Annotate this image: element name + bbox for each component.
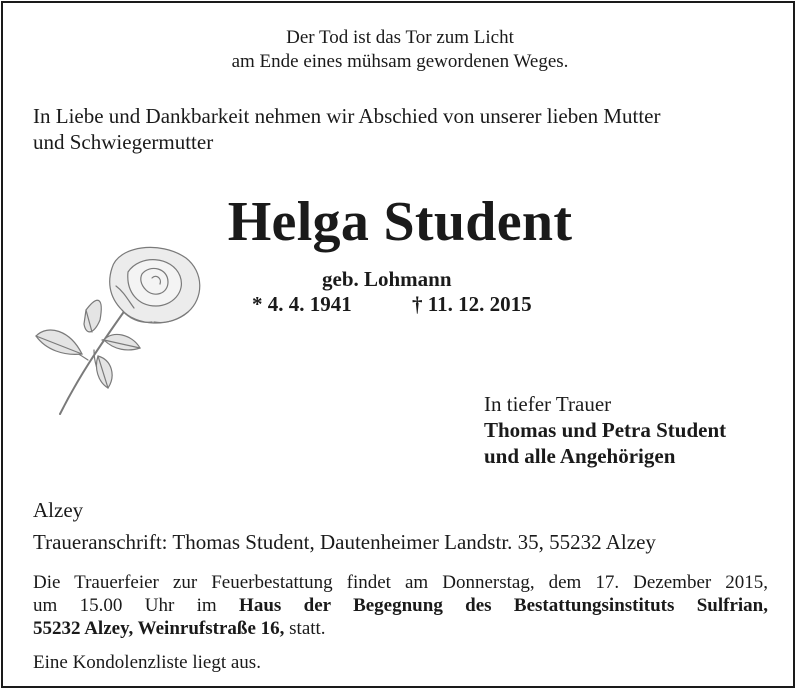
place: Alzey bbox=[33, 498, 84, 522]
service-time: um 15.00 Uhr im bbox=[33, 595, 240, 616]
service-notice bbox=[33, 571, 768, 640]
intro-line-2: und Schwiegermutter bbox=[33, 130, 214, 154]
service-line-1: Die Trauerfeier zur Feuerbestattung findet am Donnerstag, dem 17. Dezember 2015, bbox=[33, 572, 768, 593]
rose-icon bbox=[28, 238, 208, 418]
condolence-note: Eine Kondolenzliste liegt aus. bbox=[33, 652, 261, 673]
maiden-name: geb. Lohmann bbox=[322, 267, 452, 291]
service-line-2 bbox=[33, 594, 768, 617]
service-line-3 bbox=[33, 617, 768, 640]
mourners-line-2: und alle Angehörigen bbox=[484, 444, 676, 468]
death-date: † 11. 12. 2015 bbox=[412, 292, 532, 316]
mourners-intro: In tiefer Trauer bbox=[484, 392, 612, 416]
mourning-address: Traueranschrift: Thomas Student, Dautenheimer Landstr. 35, 55232 Alzey bbox=[33, 530, 656, 554]
service-statt: statt. bbox=[284, 618, 326, 639]
service-venue-address: 55232 Alzey, Weinrufstraße 16, bbox=[33, 618, 285, 639]
motto-line-2: am Ende eines mühsam gewordenen Weges. bbox=[231, 51, 569, 72]
birth-date: * 4. 4. 1941 bbox=[252, 292, 352, 316]
mourners-line-1: Thomas und Petra Student bbox=[484, 418, 727, 442]
service-venue: Haus der Begegnung des Bestattungsinstituts Sulfrian, bbox=[239, 595, 769, 616]
intro-line-1: In Liebe und Dankbarkeit nehmen wir Abschied von unserer lieben Mutter bbox=[33, 104, 661, 128]
deceased-name: Helga Student bbox=[227, 191, 573, 253]
motto-line-1: Der Tod ist das Tor zum Licht bbox=[286, 27, 514, 48]
